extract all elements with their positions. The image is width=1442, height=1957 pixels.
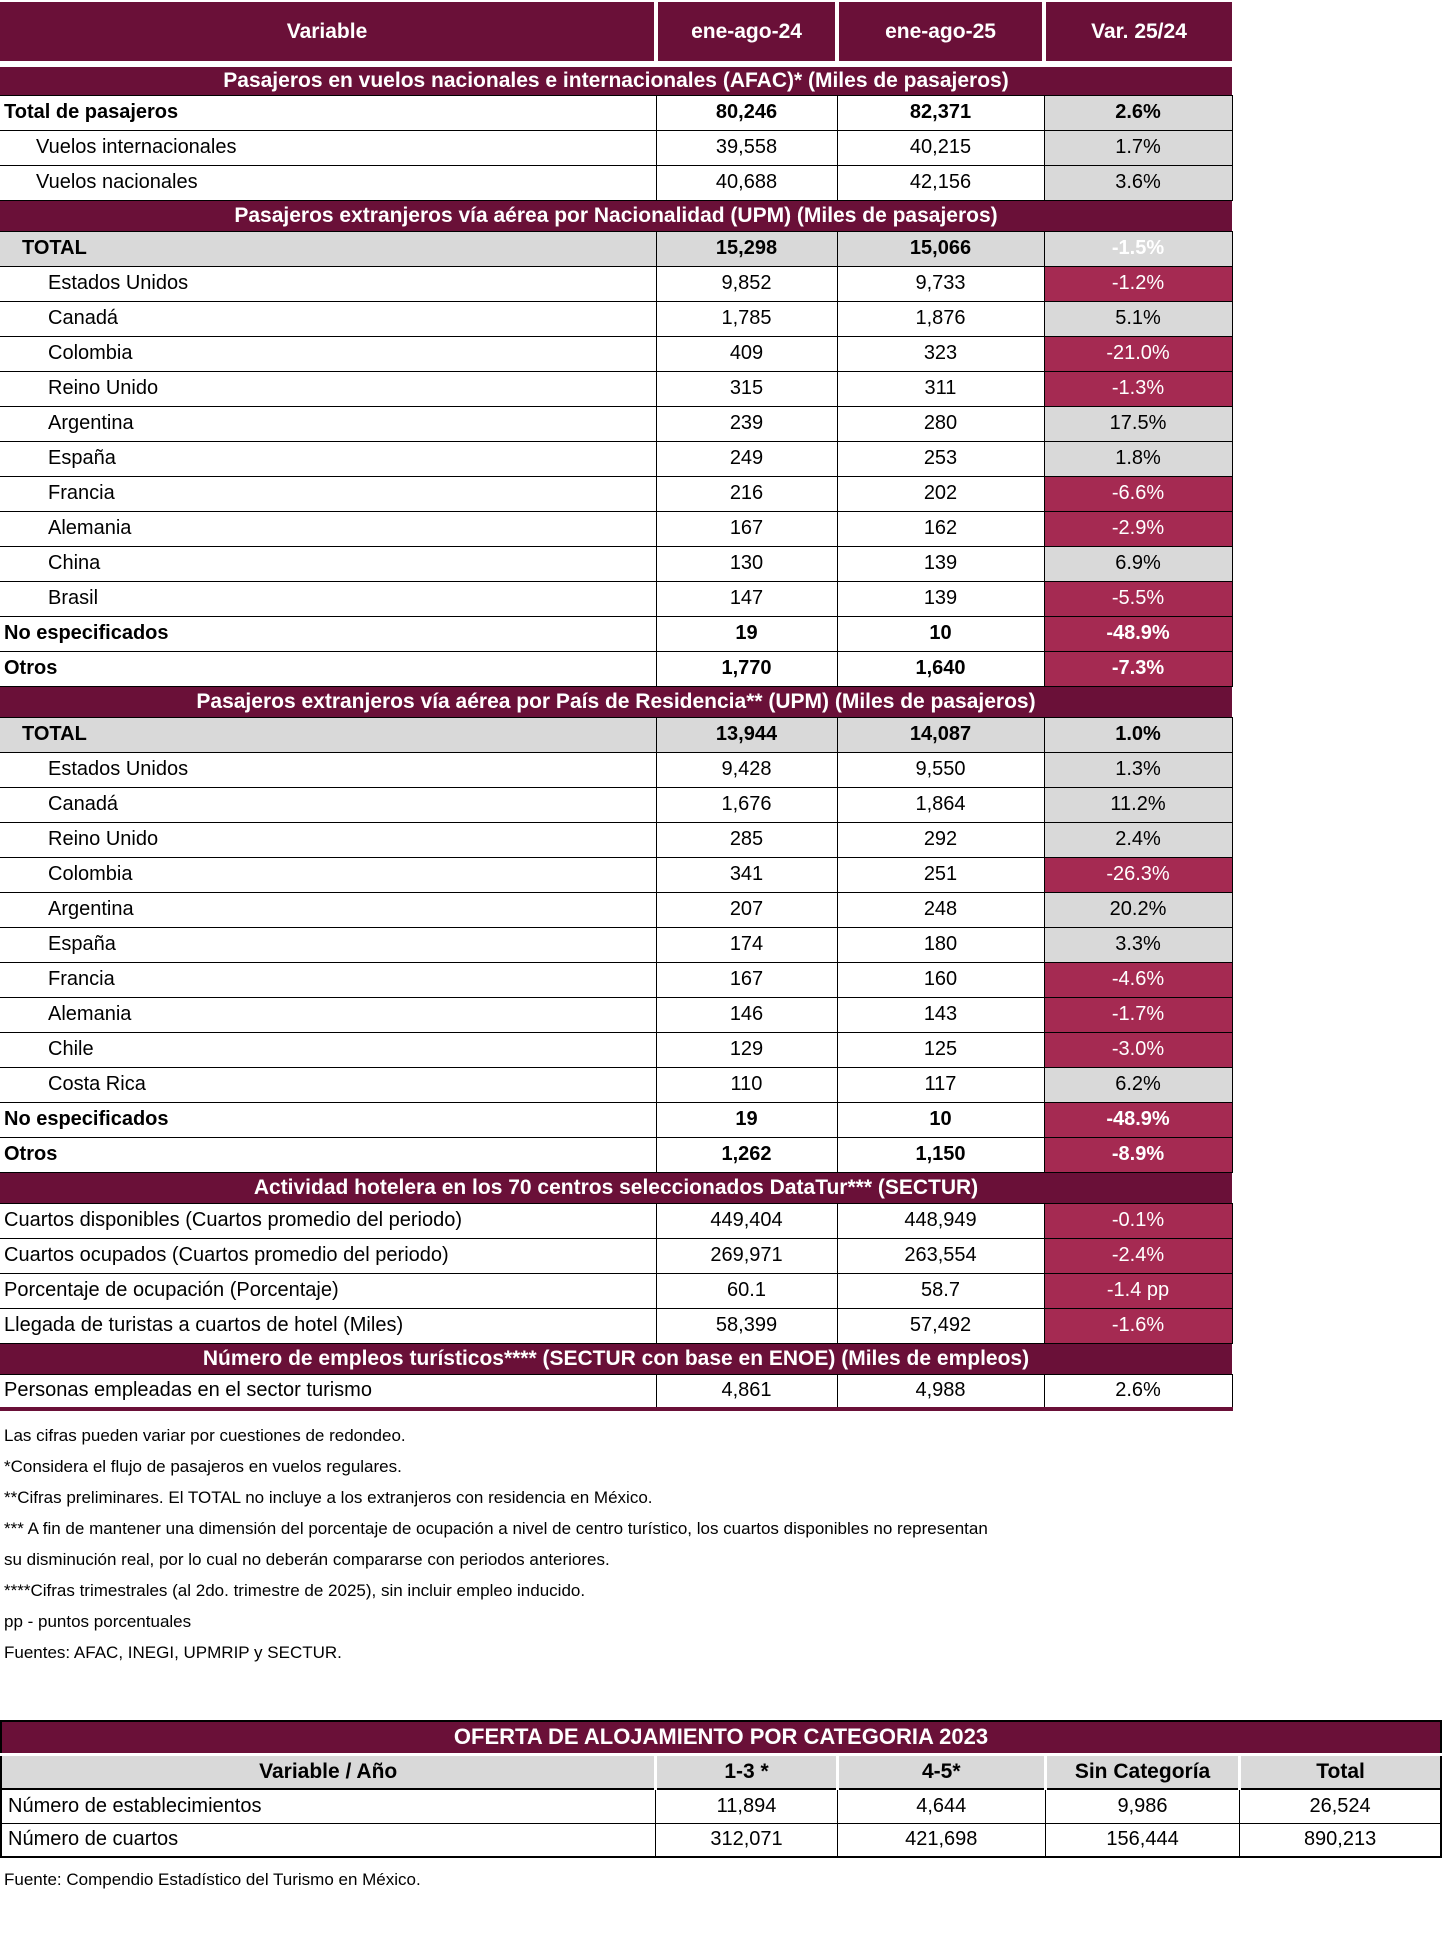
section-header-1: Pasajeros extranjeros vía aérea por Nacionalidad (UPM) (Miles de pasajeros) <box>0 200 1232 231</box>
table-row <box>0 787 1232 822</box>
footnotes-block <box>4 1427 1442 1662</box>
variation-cell: 3.3% <box>1044 927 1232 962</box>
table2-value-1: 421,698 <box>837 1823 1045 1857</box>
row-label: TOTAL <box>0 717 656 752</box>
column-header-variable: Variable <box>0 2 656 64</box>
table2-value-2: 9,986 <box>1045 1789 1239 1823</box>
variation-cell: 6.2% <box>1044 1067 1232 1102</box>
row-label: Estados Unidos <box>0 752 656 787</box>
value-ene-ago-25: 1,864 <box>837 787 1044 822</box>
column-header-ene-ago-24: ene-ago-24 <box>656 2 837 64</box>
value-ene-ago-24: 13,944 <box>656 717 837 752</box>
value-ene-ago-24: 80,246 <box>656 95 837 130</box>
value-ene-ago-25: 125 <box>837 1032 1044 1067</box>
table2-row <box>1 1823 1441 1857</box>
section-row <box>0 200 1232 231</box>
value-ene-ago-24: 1,770 <box>656 651 837 686</box>
value-ene-ago-24: 249 <box>656 441 837 476</box>
value-ene-ago-24: 167 <box>656 511 837 546</box>
row-label: Francia <box>0 476 656 511</box>
value-ene-ago-24: 216 <box>656 476 837 511</box>
table-row <box>0 336 1232 371</box>
variation-cell: -2.4% <box>1044 1238 1232 1273</box>
row-label: China <box>0 546 656 581</box>
value-ene-ago-24: 19 <box>656 1102 837 1137</box>
value-ene-ago-24: 285 <box>656 822 837 857</box>
row-label: No especificados <box>0 1102 656 1137</box>
table2-value-0: 312,071 <box>656 1823 837 1857</box>
value-ene-ago-25: 202 <box>837 476 1044 511</box>
footnote-6: pp - puntos porcentuales <box>4 1612 192 1631</box>
table-row <box>0 406 1232 441</box>
table2-column-header-3: Sin Categoría <box>1045 1754 1239 1789</box>
table-row <box>0 962 1232 997</box>
value-ene-ago-25: 280 <box>837 406 1044 441</box>
table2-value-2: 156,444 <box>1045 1823 1239 1857</box>
section-row <box>0 64 1232 95</box>
value-ene-ago-24: 58,399 <box>656 1308 837 1343</box>
value-ene-ago-24: 239 <box>656 406 837 441</box>
variation-cell: 2.6% <box>1044 1374 1232 1409</box>
row-label: Vuelos nacionales <box>0 165 656 200</box>
value-ene-ago-24: 9,852 <box>656 266 837 301</box>
value-ene-ago-24: 9,428 <box>656 752 837 787</box>
value-ene-ago-24: 129 <box>656 1032 837 1067</box>
footnote-5: ****Cifras trimestrales (al 2do. trimestre de 2025), sin incluir empleo inducido. <box>4 1581 586 1600</box>
table2-column-header-0: Variable / Año <box>1 1754 656 1789</box>
value-ene-ago-25: 180 <box>837 927 1044 962</box>
variation-cell: -1.7% <box>1044 997 1232 1032</box>
variation-cell: -26.3% <box>1044 857 1232 892</box>
table-row <box>0 1032 1232 1067</box>
value-ene-ago-25: 42,156 <box>837 165 1044 200</box>
row-label: Vuelos internacionales <box>0 130 656 165</box>
value-ene-ago-25: 253 <box>837 441 1044 476</box>
table-row <box>0 752 1232 787</box>
value-ene-ago-24: 207 <box>656 892 837 927</box>
table-row <box>0 165 1232 200</box>
table2-column-header-2: 4-5* <box>837 1754 1045 1789</box>
value-ene-ago-25: 82,371 <box>837 95 1044 130</box>
row-label: Reino Unido <box>0 371 656 406</box>
row-label: TOTAL <box>0 231 656 266</box>
table-row <box>0 1067 1232 1102</box>
row-label: Costa Rica <box>0 1067 656 1102</box>
value-ene-ago-24: 4,861 <box>656 1374 837 1409</box>
lodging-offer-table <box>0 1720 1442 1858</box>
variation-cell: 11.2% <box>1044 787 1232 822</box>
table-row <box>0 581 1232 616</box>
row-label: Francia <box>0 962 656 997</box>
table-row <box>0 301 1232 336</box>
value-ene-ago-24: 449,404 <box>656 1203 837 1238</box>
section-row <box>0 686 1232 717</box>
row-label: Estados Unidos <box>0 266 656 301</box>
value-ene-ago-25: 14,087 <box>837 717 1044 752</box>
variation-cell: -1.3% <box>1044 371 1232 406</box>
table-row <box>0 822 1232 857</box>
row-label: Argentina <box>0 406 656 441</box>
value-ene-ago-24: 40,688 <box>656 165 837 200</box>
table2-column-header-4: Total <box>1240 1754 1441 1789</box>
value-ene-ago-25: 263,554 <box>837 1238 1044 1273</box>
row-label: Alemania <box>0 997 656 1032</box>
value-ene-ago-25: 248 <box>837 892 1044 927</box>
table-row <box>0 892 1232 927</box>
table-row <box>0 231 1232 266</box>
variation-cell: -1.6% <box>1044 1308 1232 1343</box>
value-ene-ago-25: 10 <box>837 616 1044 651</box>
row-label: Colombia <box>0 857 656 892</box>
table-row <box>0 95 1232 130</box>
table-row <box>0 266 1232 301</box>
table2-value-0: 11,894 <box>656 1789 837 1823</box>
value-ene-ago-25: 448,949 <box>837 1203 1044 1238</box>
row-label: España <box>0 441 656 476</box>
variation-cell: -48.9% <box>1044 616 1232 651</box>
row-label: Llegada de turistas a cuartos de hotel (Miles) <box>0 1308 656 1343</box>
table2-value-3: 890,213 <box>1240 1823 1441 1857</box>
variation-cell: -2.9% <box>1044 511 1232 546</box>
row-label: Canadá <box>0 301 656 336</box>
variation-cell: 3.6% <box>1044 165 1232 200</box>
variation-cell: 5.1% <box>1044 301 1232 336</box>
section-header-2: Pasajeros extranjeros vía aérea por País de Residencia** (UPM) (Miles de pasajeros) <box>0 686 1232 717</box>
row-label: Alemania <box>0 511 656 546</box>
row-label: Número de cuartos <box>1 1823 656 1857</box>
table-row <box>0 857 1232 892</box>
section-header-0: Pasajeros en vuelos nacionales e internacionales (AFAC)* (Miles de pasajeros) <box>0 64 1232 95</box>
value-ene-ago-25: 15,066 <box>837 231 1044 266</box>
value-ene-ago-25: 311 <box>837 371 1044 406</box>
row-label: Número de establecimientos <box>1 1789 656 1823</box>
value-ene-ago-25: 117 <box>837 1067 1044 1102</box>
row-label: No especificados <box>0 616 656 651</box>
value-ene-ago-25: 292 <box>837 822 1044 857</box>
value-ene-ago-24: 1,785 <box>656 301 837 336</box>
variation-cell: 2.4% <box>1044 822 1232 857</box>
variation-cell: -48.9% <box>1044 1102 1232 1137</box>
value-ene-ago-24: 1,676 <box>656 787 837 822</box>
row-label: Personas empleadas en el sector turismo <box>0 1374 656 1409</box>
value-ene-ago-24: 315 <box>656 371 837 406</box>
footnote-1: *Considera el flujo de pasajeros en vuelos regulares. <box>4 1457 402 1476</box>
table-row <box>0 927 1232 962</box>
value-ene-ago-24: 167 <box>656 962 837 997</box>
section-header-3: Actividad hotelera en los 70 centros seleccionados DataTur*** (SECTUR) <box>0 1172 1232 1203</box>
footnote-4: su disminución real, por lo cual no deberán compararse con periodos anteriores. <box>4 1550 610 1569</box>
footnote-7: Fuentes: AFAC, INEGI, UPMRIP y SECTUR. <box>4 1643 342 1662</box>
table2-source-note: Fuente: Compendio Estadístico del Turismo en México. <box>4 1870 421 1889</box>
section-row <box>0 1343 1232 1374</box>
variation-cell: -6.6% <box>1044 476 1232 511</box>
variation-cell: -8.9% <box>1044 1137 1232 1172</box>
row-label: Reino Unido <box>0 822 656 857</box>
footnote-0: Las cifras pueden variar por cuestiones de redondeo. <box>4 1426 406 1445</box>
variation-cell: 1.8% <box>1044 441 1232 476</box>
value-ene-ago-25: 1,150 <box>837 1137 1044 1172</box>
value-ene-ago-24: 60.1 <box>656 1273 837 1308</box>
table-row <box>0 130 1232 165</box>
value-ene-ago-25: 323 <box>837 336 1044 371</box>
table-row <box>0 476 1232 511</box>
row-label: Otros <box>0 1137 656 1172</box>
value-ene-ago-24: 269,971 <box>656 1238 837 1273</box>
table-row <box>0 511 1232 546</box>
value-ene-ago-25: 9,550 <box>837 752 1044 787</box>
value-ene-ago-25: 251 <box>837 857 1044 892</box>
value-ene-ago-25: 160 <box>837 962 1044 997</box>
value-ene-ago-25: 139 <box>837 546 1044 581</box>
variation-cell: 20.2% <box>1044 892 1232 927</box>
table2-value-1: 4,644 <box>837 1789 1045 1823</box>
value-ene-ago-25: 1,640 <box>837 651 1044 686</box>
table-row <box>0 441 1232 476</box>
footnote-2: **Cifras preliminares. El TOTAL no incluye a los extranjeros con residencia en México. <box>4 1488 653 1507</box>
value-ene-ago-25: 10 <box>837 1102 1044 1137</box>
table-row <box>0 1137 1232 1172</box>
value-ene-ago-24: 147 <box>656 581 837 616</box>
table2-title: OFERTA DE ALOJAMIENTO POR CATEGORIA 2023 <box>1 1721 1441 1754</box>
value-ene-ago-24: 146 <box>656 997 837 1032</box>
row-label: Brasil <box>0 581 656 616</box>
row-label: Otros <box>0 651 656 686</box>
variation-cell: 6.9% <box>1044 546 1232 581</box>
row-label: Argentina <box>0 892 656 927</box>
value-ene-ago-24: 39,558 <box>656 130 837 165</box>
value-ene-ago-25: 4,988 <box>837 1374 1044 1409</box>
table2-value-3: 26,524 <box>1240 1789 1441 1823</box>
variation-cell: 2.6% <box>1044 95 1232 130</box>
table-row <box>0 1273 1232 1308</box>
column-header-ene-ago-25: ene-ago-25 <box>837 2 1044 64</box>
row-label: Canadá <box>0 787 656 822</box>
section-row <box>0 1172 1232 1203</box>
row-label: Porcentaje de ocupación (Porcentaje) <box>0 1273 656 1308</box>
value-ene-ago-25: 1,876 <box>837 301 1044 336</box>
table-row <box>0 1238 1232 1273</box>
table-row <box>0 717 1232 752</box>
variation-cell: 17.5% <box>1044 406 1232 441</box>
variation-cell: -1.5% <box>1044 231 1232 266</box>
table-row <box>0 616 1232 651</box>
value-ene-ago-25: 57,492 <box>837 1308 1044 1343</box>
variation-cell: -3.0% <box>1044 1032 1232 1067</box>
table-row <box>0 1102 1232 1137</box>
variation-cell: -21.0% <box>1044 336 1232 371</box>
value-ene-ago-24: 341 <box>656 857 837 892</box>
variation-cell: 1.3% <box>1044 752 1232 787</box>
variation-cell: -1.4 pp <box>1044 1273 1232 1308</box>
table-row <box>0 546 1232 581</box>
value-ene-ago-24: 110 <box>656 1067 837 1102</box>
value-ene-ago-25: 162 <box>837 511 1044 546</box>
table-row <box>0 1308 1232 1343</box>
value-ene-ago-24: 409 <box>656 336 837 371</box>
table2-header-row <box>1 1754 1441 1789</box>
value-ene-ago-25: 58.7 <box>837 1273 1044 1308</box>
row-label: Total de pasajeros <box>0 95 656 130</box>
footnote-3: *** A fin de mantener una dimensión del porcentaje de ocupación a nivel de centro turístico, los cuartos disponibles no representan <box>4 1519 988 1538</box>
variation-cell: -5.5% <box>1044 581 1232 616</box>
variation-cell: -4.6% <box>1044 962 1232 997</box>
variation-cell: 1.0% <box>1044 717 1232 752</box>
row-label: España <box>0 927 656 962</box>
variation-cell: -0.1% <box>1044 1203 1232 1238</box>
row-label: Chile <box>0 1032 656 1067</box>
variation-cell: 1.7% <box>1044 130 1232 165</box>
table2-title-row <box>1 1721 1441 1754</box>
tourism-indicators-table <box>0 2 1233 1411</box>
value-ene-ago-24: 174 <box>656 927 837 962</box>
row-label: Cuartos ocupados (Cuartos promedio del periodo) <box>0 1238 656 1273</box>
column-header-var-25-24: Var. 25/24 <box>1044 2 1232 64</box>
value-ene-ago-24: 15,298 <box>656 231 837 266</box>
table2-row <box>1 1789 1441 1823</box>
row-label: Cuartos disponibles (Cuartos promedio del periodo) <box>0 1203 656 1238</box>
table-row <box>0 1203 1232 1238</box>
table-row <box>0 1374 1232 1409</box>
table-row <box>0 651 1232 686</box>
table2-column-header-1: 1-3 * <box>656 1754 837 1789</box>
value-ene-ago-24: 130 <box>656 546 837 581</box>
table-row <box>0 371 1232 406</box>
value-ene-ago-25: 143 <box>837 997 1044 1032</box>
value-ene-ago-25: 9,733 <box>837 266 1044 301</box>
row-label: Colombia <box>0 336 656 371</box>
variation-cell: -7.3% <box>1044 651 1232 686</box>
value-ene-ago-24: 19 <box>656 616 837 651</box>
value-ene-ago-24: 1,262 <box>656 1137 837 1172</box>
table1-header-row <box>0 2 1232 64</box>
variation-cell: -1.2% <box>1044 266 1232 301</box>
table-row <box>0 997 1232 1032</box>
section-header-4: Número de empleos turísticos**** (SECTUR con base en ENOE) (Miles de empleos) <box>0 1343 1232 1374</box>
value-ene-ago-25: 139 <box>837 581 1044 616</box>
value-ene-ago-25: 40,215 <box>837 130 1044 165</box>
